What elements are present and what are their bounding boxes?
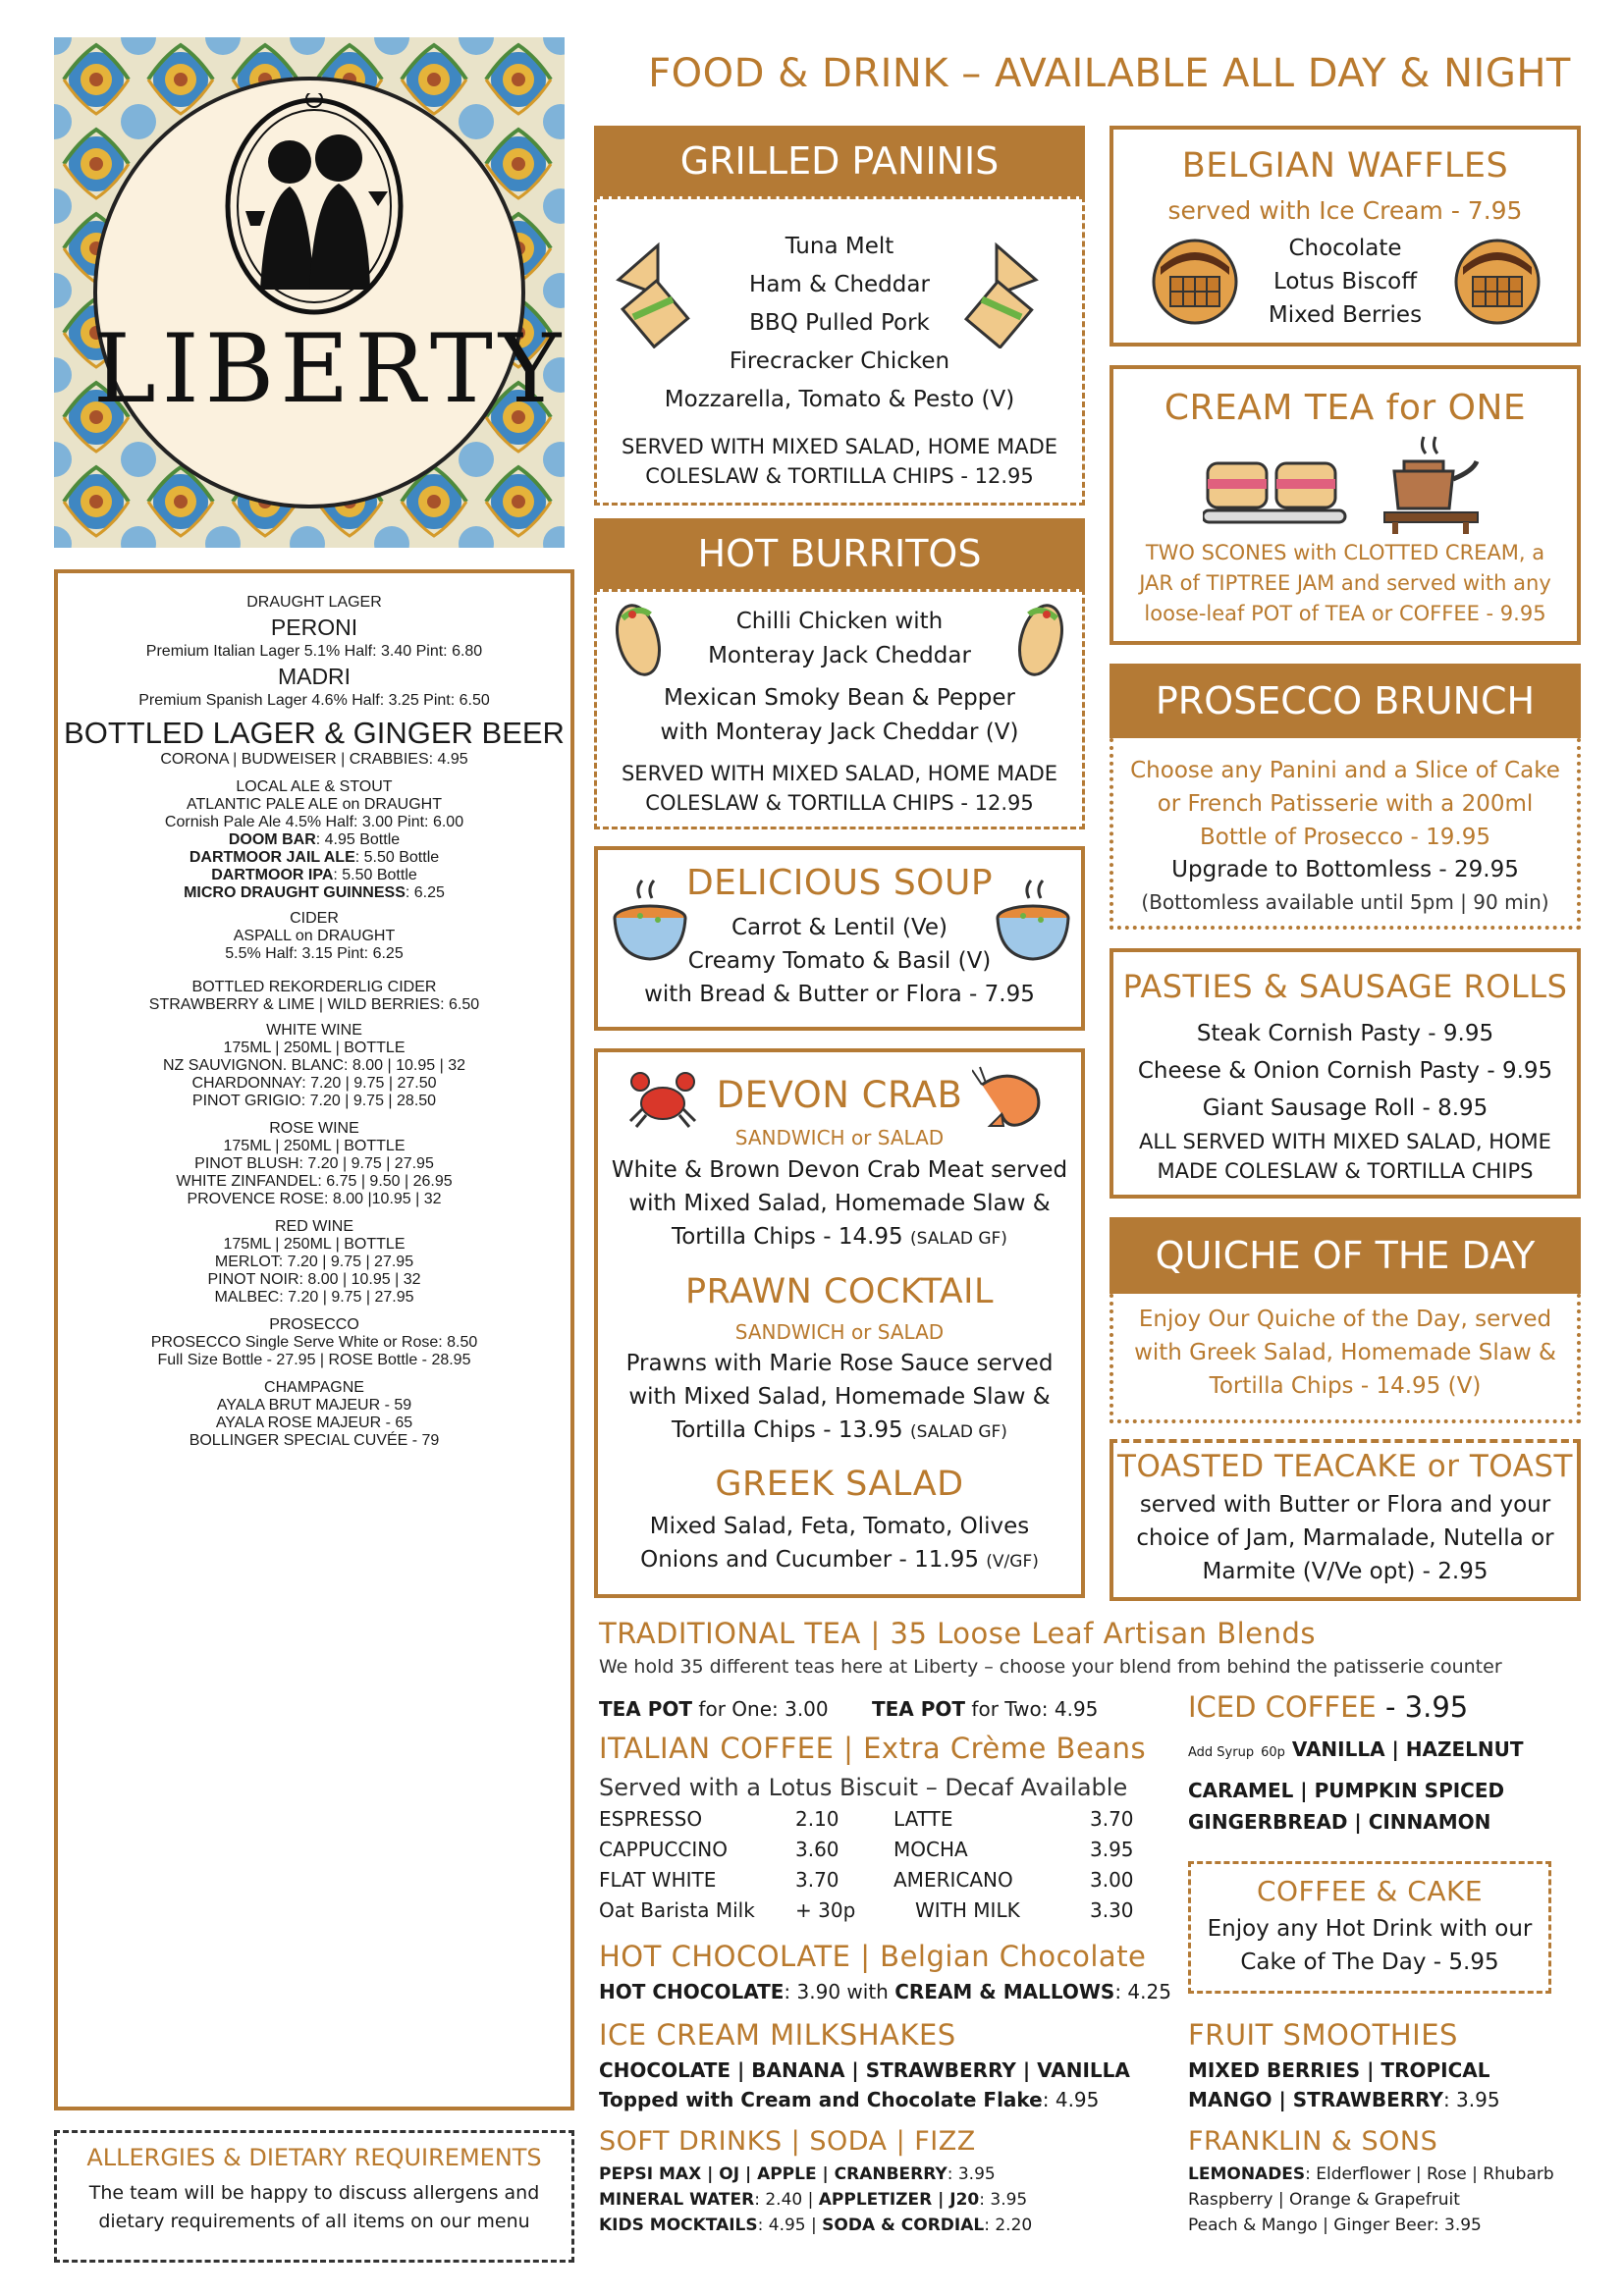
prosecco-brunch-upgrade: Upgrade to Bottomless - 29.95 [1171, 857, 1519, 882]
prosecco-line: Full Size Bottle - 27.95 | ROSE Bottle - 28.95 [157, 1352, 471, 1368]
atlantic-name: ATLANTIC PALE ALE on DRAUGHT [187, 796, 442, 813]
prawn-line: Prawns with Marie Rose Sauce served [625, 1351, 1054, 1376]
greek-title: GREEK SALAD [715, 1465, 964, 1504]
prawn-price: Tortilla Chips - 13.95 [672, 1417, 903, 1443]
drinks-list [54, 594, 574, 1450]
pasties-served [1110, 1127, 1581, 1186]
hot-choc-title: HOT CHOCOLATE | Belgian Chocolate [599, 1940, 1147, 1973]
prawn-desc [594, 1347, 1085, 1449]
champagne-line: AYALA BRUT MAJEUR - 59 [216, 1397, 412, 1414]
prawn-tag: (SALAD GF) [910, 1422, 1007, 1442]
greek-line: Mixed Salad, Feta, Tomato, Olives [649, 1514, 1030, 1539]
greek-desc [594, 1510, 1085, 1578]
coffee-desc: Served with a Lotus Biscuit – Decaf Available [599, 1774, 1128, 1801]
prawn-sub: SANDWICH or SALAD [734, 1320, 945, 1344]
soft-drinks-lines: PEPSI MAX | OJ | APPLE | CRANBERRY: 3.95 MINERAL WATER: 2.40 | APPLETIZER | J20: 3.95 KIDS MOCKTAILS: 4.95 | SODA & CORDIAL: 2.20 [599, 2164, 1033, 2235]
coffee-row: CAPPUCCINO 3.60 MOCHA 3.95 [599, 1838, 1134, 1861]
white-wine-line: CHARDONNAY: 7.20 | 9.75 | 27.50 [191, 1075, 437, 1092]
prosecco-brunch-desc [1110, 754, 1581, 854]
white-wine-line: PINOT GRIGIO: 7.20 | 9.75 | 28.50 [191, 1093, 437, 1109]
scones-icon [1203, 454, 1350, 537]
ale-title: LOCAL ALE & STOUT [236, 778, 393, 795]
teacake-line: served with Butter or Flora and your [1139, 1492, 1551, 1518]
soup-line: Carrot & Lentil (Ve) [731, 915, 948, 940]
prosecco-brunch-note: (Bottomless available until 5pm | 90 min) [1141, 890, 1549, 914]
waffles-sub: served with Ice Cream - 7.95 [1167, 196, 1523, 225]
burrito-item: with Monteray Jack Cheddar (V) [660, 720, 1019, 745]
waffle-item: Mixed Berries [1268, 302, 1423, 328]
greek-price: Onions and Cucumber - 11.95 [640, 1547, 979, 1573]
logo-wordmark: LIBERTY [93, 314, 568, 424]
tea-pot-label: TEA POT [872, 1697, 966, 1721]
guinness-name: MICRO DRAUGHT GUINNESS [184, 884, 406, 901]
coffee-cake-title: COFFEE & CAKE [1256, 1875, 1484, 1907]
teacake-line: Marmite (V/Ve opt) - 2.95 [1202, 1559, 1489, 1584]
doom-bar-price: : 4.95 Bottle [315, 831, 401, 848]
brunch-line: or French Patisserie with a 200ml [1157, 791, 1534, 817]
panini-item: BBQ Pulled Pork [749, 310, 930, 336]
coffee-title: ITALIAN COFFEE | Extra Crème Beans [599, 1732, 1147, 1765]
soup-bowl-icon [994, 879, 1072, 977]
coffee-row: Oat Barista Milk + 30p WITH MILK 3.30 [599, 1898, 1134, 1922]
quiche-line: with Greek Salad, Homemade Slaw & [1134, 1340, 1556, 1365]
smoothies-lines: MIXED BERRIES | TROPICAL MANGO | STRAWBERRY: 3.95 [1188, 2058, 1500, 2111]
waffle-item: Chocolate [1288, 236, 1402, 261]
cream-tea-desc [1110, 538, 1581, 629]
served-line: ALL SERVED WITH MIXED SALAD, HOME [1139, 1130, 1551, 1153]
jail-ale-name: DARTMOOR JAIL ALE [189, 849, 355, 866]
prawn-line: with Mixed Salad, Homemade Slaw & [628, 1384, 1051, 1410]
sandwich-icon [614, 240, 697, 353]
panini-item: Mozzarella, Tomato & Pesto (V) [664, 387, 1015, 412]
coffee-cake-desc: Enjoy any Hot Drink with our Cake of The Day - 5.95 [1207, 1916, 1533, 1975]
allergies-title: ALLERGIES & DIETARY REQUIREMENTS [86, 2144, 542, 2171]
panini-item: Tuna Melt [785, 234, 894, 259]
crab-line: White & Brown Devon Crab Meat served [611, 1157, 1068, 1183]
cream-tea-line: loose-leaf POT of TEA or COFFEE - 9.95 [1144, 602, 1546, 625]
brunch-line: Bottle of Prosecco - 19.95 [1200, 825, 1490, 850]
burrito-item: Mexican Smoky Bean & Pepper [664, 685, 1015, 711]
teapot-icon [1375, 432, 1483, 540]
coffee-row: FLAT WHITE 3.70 AMERICANO 3.00 [599, 1868, 1134, 1892]
madri-desc: Premium Spanish Lager 4.6% Half: 3.25 Pint: 6.50 [138, 692, 490, 709]
tea-pot-price: for Two: 4.95 [965, 1697, 1099, 1721]
page-title: FOOD & DRINK – AVAILABLE ALL DAY & NIGHT [648, 51, 1571, 96]
served-line: MADE COLESLAW & TORTILLA CHIPS [1157, 1159, 1534, 1183]
ipa-price: : 5.50 Bottle [333, 867, 417, 883]
tea-pot-two [872, 1694, 1098, 1724]
burrito-item: Monteray Jack Cheddar [708, 643, 971, 668]
soup-bowl-icon [611, 879, 689, 977]
white-wine-line: 175ML | 250ML | BOTTLE [223, 1040, 406, 1056]
burritos-banner: HOT BURRITOS [594, 518, 1085, 589]
doom-bar-name: DOOM BAR [228, 831, 316, 848]
teacake-desc [1110, 1488, 1581, 1588]
ipa-name: DARTMOOR IPA [211, 867, 334, 883]
cream-tea-title: CREAM TEA for ONE [1164, 388, 1527, 428]
peroni-desc: Premium Italian Lager 5.1% Half: 3.40 Pint: 6.80 [145, 643, 483, 660]
waffle-icon [1453, 238, 1542, 331]
sandwich-icon [957, 240, 1041, 353]
red-wine-line: PINOT NOIR: 8.00 | 10.95 | 32 [207, 1271, 421, 1288]
franklin-title: FRANKLIN & SONS [1188, 2126, 1438, 2157]
aspall-name: ASPALL on DRAUGHT [233, 928, 396, 944]
pasty-item: Cheese & Onion Cornish Pasty - 9.95 [1137, 1058, 1553, 1084]
pasties-items [1110, 1015, 1581, 1127]
burritos-served [594, 759, 1085, 818]
teacake-title: TOASTED TEACAKE or TOAST [1117, 1449, 1573, 1484]
allergies-desc [54, 2179, 574, 2236]
prosecco-brunch-banner: PROSECCO BRUNCH [1110, 664, 1581, 738]
milkshakes-topped: Topped with Cream and Chocolate Flake: 4.95 [599, 2088, 1100, 2111]
quiche-banner: QUICHE OF THE DAY [1110, 1217, 1581, 1294]
crab-line: with Mixed Salad, Homemade Slaw & [628, 1191, 1051, 1216]
teacake-line: choice of Jam, Marmalade, Nutella or [1136, 1525, 1554, 1551]
red-wine-line: 175ML | 250ML | BOTTLE [223, 1236, 406, 1253]
brunch-line: Choose any Panini and a Slice of Cake [1130, 758, 1560, 783]
pasty-item: Giant Sausage Roll - 8.95 [1202, 1095, 1489, 1121]
crab-tag: (SALAD GF) [910, 1229, 1007, 1249]
hot-choc-line: HOT CHOCOLATE: 3.90 with CREAM & MALLOWS: 4.25 [599, 1980, 1171, 2003]
waffle-item: Lotus Biscoff [1272, 269, 1418, 294]
rose-wine-line: 175ML | 250ML | BOTTLE [223, 1138, 406, 1154]
champagne-line: AYALA ROSE MAJEUR - 65 [215, 1415, 413, 1431]
panini-item: Firecracker Chicken [729, 348, 950, 374]
franklin-lines: LEMONADES: Elderflower | Rose | Rhubarb Raspberry | Orange & Grapefruit Peach & Mango | Ginger Beer: 3.95 [1188, 2164, 1554, 2235]
prosecco-line: PROSECCO Single Serve White or Rose: 8.50 [150, 1334, 478, 1351]
paninis-served [594, 432, 1085, 491]
pasty-item: Steak Cornish Pasty - 9.95 [1196, 1021, 1494, 1046]
white-wine-title: WHITE WINE [266, 1022, 362, 1039]
iced-coffee-syrups: Add Syrup 60p VANILLA | HAZELNUT CARAMEL | PUMPKIN SPICED GINGERBREAD | CINNAMON [1188, 1737, 1524, 1834]
burrito-icon [609, 601, 668, 684]
logo-silhouette-icon [221, 93, 407, 319]
prawn-title: PRAWN COCKTAIL [684, 1272, 995, 1311]
waffle-icon [1151, 238, 1239, 331]
red-wine-title: RED WINE [275, 1218, 353, 1235]
red-wine-line: MALBEC: 7.20 | 9.75 | 27.95 [214, 1289, 414, 1306]
milkshakes-line: CHOCOLATE | BANANA | STRAWBERRY | VANILLA [599, 2058, 1130, 2082]
cream-tea-line: TWO SCONES with CLOTTED CREAM, a [1145, 541, 1545, 564]
crab-desc [594, 1153, 1085, 1255]
crab-sub: SANDWICH or SALAD [734, 1126, 945, 1149]
panini-item: Ham & Cheddar [749, 272, 930, 297]
tea-pot-price: for One: 3.00 [692, 1697, 829, 1721]
smoothies-title: FRUIT SMOOTHIES [1188, 2018, 1458, 2052]
served-line: COLESLAW & TORTILLA CHIPS - 12.95 [645, 464, 1034, 488]
allergies-line: dietary requirements of all items on our menu [98, 2211, 530, 2232]
paninis-banner: GRILLED PANINIS [594, 126, 1085, 196]
served-line: COLESLAW & TORTILLA CHIPS - 12.95 [645, 791, 1034, 815]
tea-pot-one [599, 1694, 829, 1724]
atlantic-desc: Cornish Pale Ale 4.5% Half: 3.00 Pint: 6.00 [164, 814, 464, 830]
aspall-desc: 5.5% Half: 3.15 Pint: 6.25 [225, 945, 404, 962]
white-wine-line: NZ SAUVIGNON. BLANC: 8.00 | 10.95 | 32 [163, 1057, 465, 1074]
tea-pot-label: TEA POT [599, 1697, 693, 1721]
crab-title: DEVON CRAB [716, 1074, 963, 1116]
quiche-desc [1110, 1303, 1581, 1403]
soup-line: Creamy Tomato & Basil (V) [687, 948, 992, 974]
coffee-row: ESPRESSO 2.10 LATTE 3.70 [599, 1807, 1134, 1831]
soft-drinks-title: SOFT DRINKS | SODA | FIZZ [599, 2126, 976, 2157]
tea-desc: We hold 35 different teas here at Liberty – choose your blend from behind the patisserie counter [599, 1656, 1502, 1678]
champagne-title: CHAMPAGNE [264, 1379, 364, 1396]
champagne-line: BOLLINGER SPECIAL CUVÉE - 79 [189, 1432, 440, 1449]
jail-ale-price: : 5.50 Bottle [354, 849, 440, 866]
burrito-icon [1011, 601, 1070, 684]
allergies-line: The team will be happy to discuss allergens and [88, 2182, 540, 2204]
burrito-item: Chilli Chicken with [735, 609, 944, 634]
rose-wine-line: WHITE ZINFANDEL: 6.75 | 9.50 | 26.95 [176, 1173, 453, 1190]
draught-lager-title: DRAUGHT LAGER [246, 594, 382, 611]
madri-name: MADRI [277, 664, 352, 689]
crab-price: Tortilla Chips - 14.95 [672, 1224, 903, 1250]
greek-tag: (V/GF) [986, 1552, 1039, 1572]
rek-name: BOTTLED REKORDERLIG CIDER [191, 979, 437, 995]
tea-title: TRADITIONAL TEA | 35 Loose Leaf Artisan Blends [599, 1617, 1316, 1650]
bottled-title: BOTTLED LAGER & GINGER BEER [64, 716, 565, 750]
quiche-line: Tortilla Chips - 14.95 (V) [1209, 1373, 1482, 1399]
cream-tea-line: JAR of TIPTREE JAM and served with any [1139, 571, 1551, 595]
pasties-title: PASTIES & SAUSAGE ROLLS [1122, 968, 1568, 1005]
served-line: SERVED WITH MIXED SALAD, HOME MADE [621, 762, 1058, 785]
prosecco-title: PROSECCO [269, 1316, 359, 1333]
rose-wine-line: PROVENCE ROSE: 8.00 |10.95 | 32 [187, 1191, 442, 1207]
milkshakes-title: ICE CREAM MILKSHAKES [599, 2018, 956, 2052]
soup-line: with Bread & Butter or Flora - 7.95 [644, 982, 1035, 1007]
rose-wine-line: PINOT BLUSH: 7.20 | 9.75 | 27.95 [194, 1155, 434, 1172]
peroni-name: PERONI [270, 614, 358, 640]
served-line: SERVED WITH MIXED SALAD, HOME MADE [621, 435, 1058, 458]
guinness-price: : 6.25 [405, 884, 445, 901]
coffee-table [599, 1804, 1149, 1926]
cider-title: CIDER [290, 910, 339, 927]
rek-desc: STRAWBERRY & LIME | WILD BERRIES: 6.50 [148, 996, 480, 1013]
red-wine-line: MERLOT: 7.20 | 9.75 | 27.95 [214, 1254, 414, 1270]
waffles-title: BELGIAN WAFFLES [1181, 146, 1509, 186]
bottled-line: CORONA | BUDWEISER | CRABBIES: 4.95 [160, 751, 468, 768]
rose-wine-title: ROSE WINE [269, 1120, 359, 1137]
quiche-line: Enjoy Our Quiche of the Day, served [1138, 1307, 1552, 1332]
soup-title: DELICIOUS SOUP [685, 863, 994, 903]
iced-coffee-title: ICED COFFEE - 3.95 [1188, 1690, 1469, 1724]
